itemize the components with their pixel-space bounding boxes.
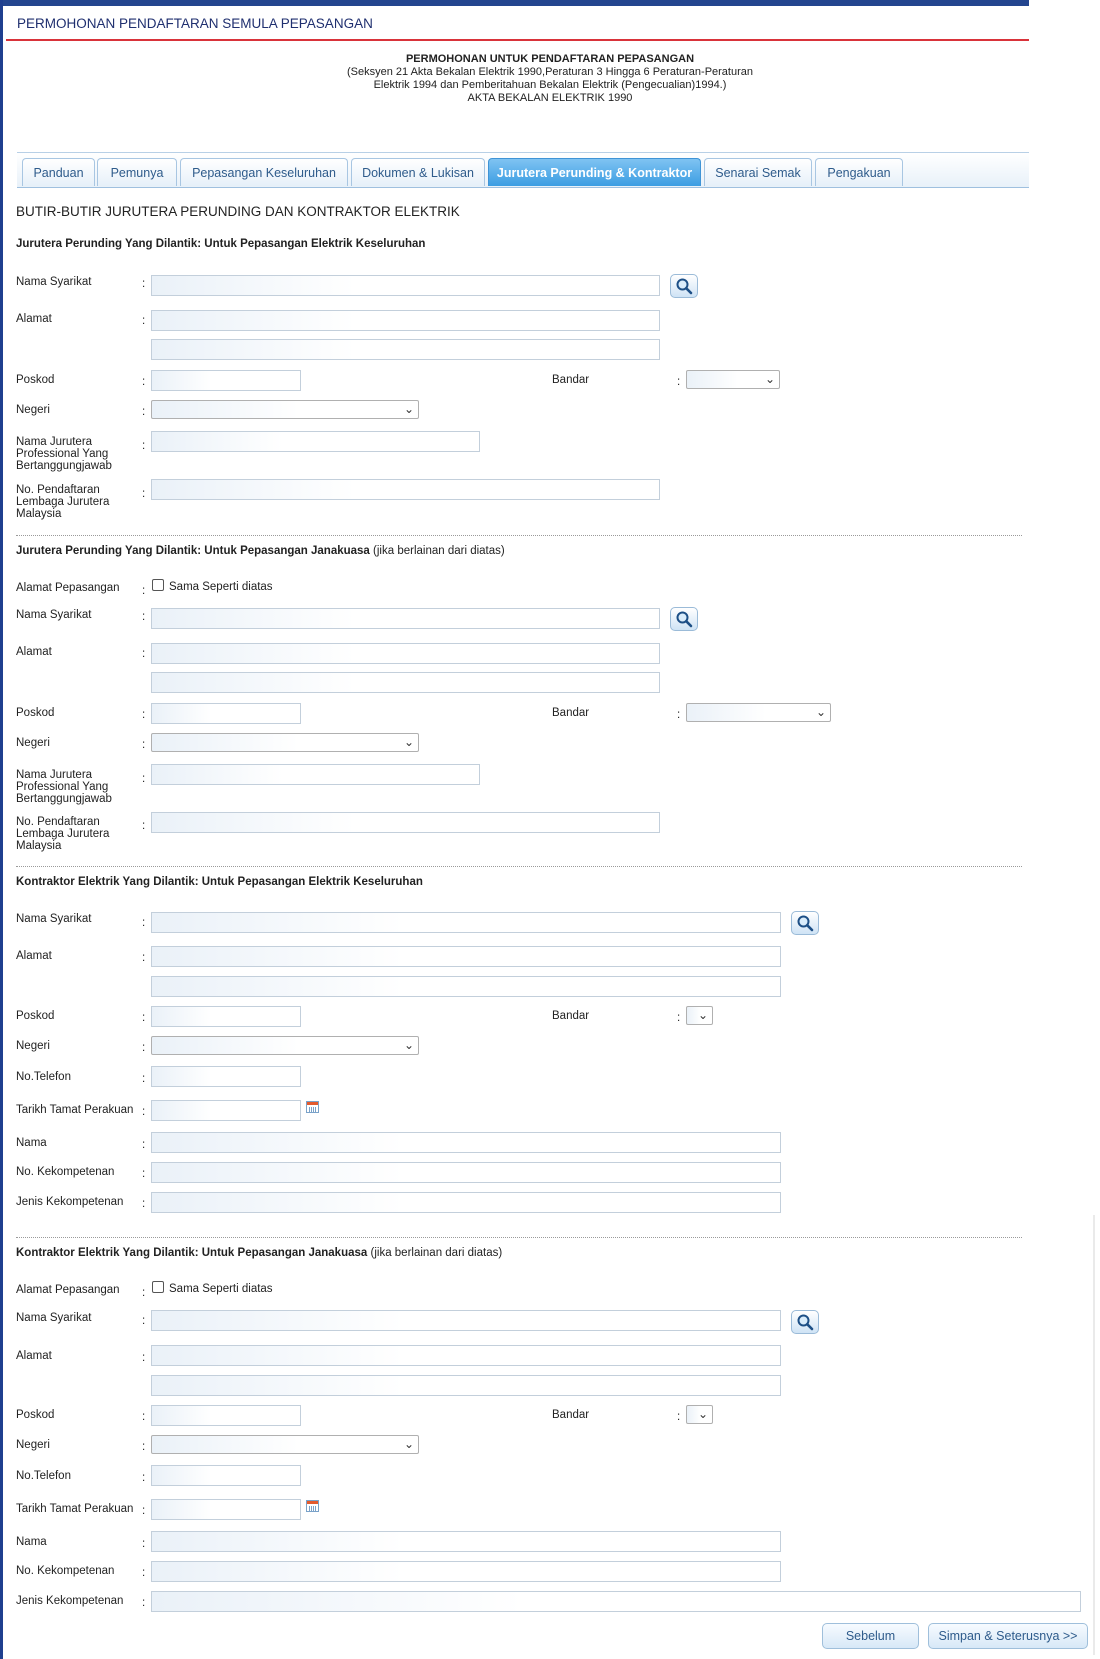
previous-button[interactable]: Sebelum	[822, 1623, 919, 1649]
tarikh-tamat-input[interactable]	[151, 1499, 301, 1520]
tab-bar	[17, 152, 1029, 188]
bandar-select[interactable]	[686, 703, 831, 722]
calendar-icon-grid	[309, 1506, 316, 1511]
label-line: Malaysia	[16, 840, 62, 852]
poskod-input[interactable]	[151, 370, 301, 391]
alamat-line1-input[interactable]	[151, 946, 781, 967]
label-line: No. Pendaftaran	[16, 484, 100, 496]
chevron-down-icon: ⌄	[403, 1437, 414, 1451]
section-title-3-text: Kontraktor Elektrik Yang Dilantik: Untuk Pepasangan Elektrik Keseluruhan	[16, 876, 423, 888]
magnifier-icon	[675, 277, 693, 295]
same-as-above-checkbox[interactable]	[152, 579, 164, 591]
colon: :	[142, 1315, 146, 1327]
label-line: Lembaga Jurutera	[16, 496, 110, 508]
label-no-kekompetenan: No. Kekompetenan	[16, 1565, 115, 1577]
label-line: Professional Yang	[16, 448, 109, 460]
colon: :	[142, 585, 146, 597]
colon: :	[677, 709, 681, 721]
section-title-3	[16, 876, 423, 888]
no-pendaftaran-input[interactable]	[151, 479, 660, 500]
tab-pengakuan[interactable]: Pengakuan	[815, 158, 903, 186]
alamat-line2-input[interactable]	[151, 976, 781, 997]
label-line: Malaysia	[16, 508, 62, 520]
nama-jurutera-input[interactable]	[151, 431, 480, 452]
colon: :	[142, 1505, 146, 1517]
negeri-select[interactable]	[151, 400, 419, 419]
bandar-select[interactable]	[686, 370, 780, 389]
colon: :	[142, 488, 146, 500]
label-negeri: Negeri	[16, 404, 50, 416]
label-nama-syarikat: Nama Syarikat	[16, 1312, 92, 1324]
label-line: Bertanggungjawab	[16, 460, 112, 472]
label-bandar: Bandar	[552, 1409, 590, 1421]
colon: :	[142, 1538, 146, 1550]
label-alamat: Alamat	[16, 313, 52, 325]
same-as-above-label: Sama Seperti diatas	[169, 1283, 273, 1295]
colon: :	[142, 1042, 146, 1054]
label-line: Professional Yang	[16, 781, 109, 793]
colon: :	[142, 1411, 146, 1423]
nama-syarikat-input[interactable]	[151, 912, 781, 933]
top-bar	[0, 0, 1029, 6]
nama-syarikat-input[interactable]	[151, 275, 660, 296]
no-kekompetenan-input[interactable]	[151, 1561, 781, 1582]
colon: :	[142, 1441, 146, 1453]
magnifier-icon	[796, 1313, 814, 1331]
label-poskod: Poskod	[16, 707, 55, 719]
colon: :	[142, 648, 146, 660]
section-title-4-text: Kontraktor Elektrik Yang Dilantik: Untuk Pepasangan Janakuasa	[16, 1247, 368, 1259]
label-alamat: Alamat	[16, 646, 52, 658]
alamat-line2-input[interactable]	[151, 1375, 781, 1396]
section-title-2	[16, 545, 505, 557]
colon: :	[142, 820, 146, 832]
colon: :	[142, 1287, 146, 1299]
bandar-select[interactable]	[686, 1405, 713, 1424]
colon: :	[142, 440, 146, 452]
label-nama-jurutera	[16, 769, 112, 805]
chevron-down-icon: ⌄	[764, 372, 775, 386]
left-border	[0, 0, 3, 1659]
jenis-kekompetenan-input[interactable]	[151, 1591, 1081, 1612]
label-negeri: Negeri	[16, 737, 50, 749]
section-divider	[16, 535, 1022, 536]
label-no-pendaftaran	[16, 816, 109, 852]
calendar-icon-header	[307, 1102, 318, 1105]
form-subtitle-line3: Elektrik 1994 dan Pemberitahuan Bekalan Elektrik (Pengecualian)1994.)	[373, 79, 727, 91]
scroll-edge	[1093, 1215, 1095, 1655]
calendar-icon-header	[307, 1501, 318, 1504]
chevron-down-icon: ⌄	[815, 705, 826, 719]
colon: :	[677, 1411, 681, 1423]
label-no-kekompetenan: No. Kekompetenan	[16, 1166, 115, 1178]
label-no-telefon: No.Telefon	[16, 1071, 71, 1083]
label-line: Nama Jurutera	[16, 436, 93, 448]
colon: :	[142, 1012, 146, 1024]
label-nama-syarikat: Nama Syarikat	[16, 913, 92, 925]
label-alamat-pepasangan: Alamat Pepasangan	[16, 1284, 120, 1296]
no-telefon-input[interactable]	[151, 1465, 301, 1486]
header-divider	[6, 39, 1029, 41]
label-line: Nama Jurutera	[16, 769, 93, 781]
alamat-line2-input[interactable]	[151, 339, 660, 360]
calendar-icon-grid	[309, 1107, 316, 1112]
colon: :	[142, 406, 146, 418]
section-note: (jika berlainan dari diatas)	[370, 1247, 503, 1259]
label-nama-syarikat: Nama Syarikat	[16, 276, 92, 288]
colon: :	[142, 1472, 146, 1484]
page-header-title: PERMOHONAN PENDAFTARAN SEMULA PEPASANGAN	[17, 16, 373, 31]
nama-input[interactable]	[151, 1132, 781, 1153]
colon: :	[142, 773, 146, 785]
colon: :	[142, 611, 146, 623]
label-bandar: Bandar	[552, 707, 590, 719]
label-no-pendaftaran	[16, 484, 109, 520]
no-kekompetenan-input[interactable]	[151, 1162, 781, 1183]
label-nama-syarikat: Nama Syarikat	[16, 609, 92, 621]
tab-panduan[interactable]: Panduan	[22, 158, 95, 186]
label-no-telefon: No.Telefon	[16, 1470, 71, 1482]
alamat-line1-input[interactable]	[151, 643, 660, 664]
label-poskod: Poskod	[16, 374, 55, 386]
section-divider	[16, 1237, 1022, 1238]
label-negeri: Negeri	[16, 1439, 50, 1451]
negeri-select[interactable]	[151, 1435, 419, 1454]
label-bandar: Bandar	[552, 374, 590, 386]
chevron-down-icon: ⌄	[403, 402, 414, 416]
label-tarikh-tamat: Tarikh Tamat Perakuan	[16, 1104, 134, 1116]
colon: :	[677, 376, 681, 388]
colon: :	[142, 376, 146, 388]
negeri-select[interactable]	[151, 1036, 419, 1055]
tarikh-tamat-input[interactable]	[151, 1100, 301, 1121]
colon: :	[142, 1106, 146, 1118]
label-bandar: Bandar	[552, 1010, 590, 1022]
colon: :	[142, 739, 146, 751]
section-note: (jika berlainan dari diatas)	[373, 545, 505, 557]
label-line: Lembaga Jurutera	[16, 828, 110, 840]
section-title-2-text: Jurutera Perunding Yang Dilantik: Untuk Pepasangan Janakuasa	[16, 545, 370, 557]
label-poskod: Poskod	[16, 1409, 55, 1421]
colon: :	[142, 1567, 146, 1579]
chevron-down-icon: ⌄	[697, 1407, 708, 1421]
colon: :	[677, 1012, 681, 1024]
section-title-4	[16, 1247, 502, 1259]
label-nama: Nama	[16, 1536, 47, 1548]
colon: :	[142, 917, 146, 929]
label-jenis-kekompetenan: Jenis Kekompetenan	[16, 1196, 124, 1208]
no-pendaftaran-input[interactable]	[151, 812, 660, 833]
magnifier-icon	[796, 914, 814, 932]
colon: :	[142, 952, 146, 964]
same-as-above-label: Sama Seperti diatas	[169, 581, 273, 593]
form-subtitle-line2: (Seksyen 21 Akta Bekalan Elektrik 1990,Peraturan 3 Hingga 6 Peraturan-Peraturan	[346, 66, 754, 78]
label-nama-jurutera	[16, 436, 112, 472]
label-alamat-pepasangan: Alamat Pepasangan	[16, 582, 120, 594]
label-line: Bertanggungjawab	[16, 793, 112, 805]
chevron-down-icon: ⌄	[697, 1008, 708, 1022]
poskod-input[interactable]	[151, 1405, 301, 1426]
label-negeri: Negeri	[16, 1040, 50, 1052]
page-title: BUTIR-BUTIR JURUTERA PERUNDING DAN KONTRAKTOR ELEKTRIK	[16, 204, 460, 219]
colon: :	[142, 1597, 146, 1609]
label-poskod: Poskod	[16, 1010, 55, 1022]
label-alamat: Alamat	[16, 950, 52, 962]
form-title: PERMOHONAN UNTUK PENDAFTARAN PEPASANGAN	[405, 53, 695, 65]
bandar-select[interactable]	[686, 1006, 713, 1025]
calendar-icon[interactable]	[306, 1101, 319, 1113]
search-company-button[interactable]	[670, 274, 698, 298]
magnifier-icon	[675, 610, 693, 628]
search-company-button[interactable]	[791, 911, 819, 935]
colon: :	[142, 709, 146, 721]
section-divider	[16, 866, 1022, 867]
label-alamat: Alamat	[16, 1350, 52, 1362]
poskod-input[interactable]	[151, 703, 301, 724]
colon: :	[142, 1168, 146, 1180]
form-subtitle-line4: AKTA BEKALAN ELEKTRIK 1990	[467, 92, 633, 104]
alamat-line1-input[interactable]	[151, 310, 660, 331]
nama-jurutera-input[interactable]	[151, 764, 480, 785]
save-next-button[interactable]: Simpan & Seterusnya >>	[928, 1623, 1088, 1649]
label-nama: Nama	[16, 1137, 47, 1149]
jenis-kekompetenan-input[interactable]	[151, 1192, 781, 1213]
negeri-select[interactable]	[151, 733, 419, 752]
colon: :	[142, 1073, 146, 1085]
colon: :	[142, 1352, 146, 1364]
label-line: No. Pendaftaran	[16, 816, 100, 828]
section-title-1	[16, 238, 425, 250]
label-tarikh-tamat: Tarikh Tamat Perakuan	[16, 1503, 134, 1515]
no-telefon-input[interactable]	[151, 1066, 301, 1087]
alamat-line2-input[interactable]	[151, 672, 660, 693]
search-company-button[interactable]	[791, 1310, 819, 1334]
calendar-icon[interactable]	[306, 1500, 319, 1512]
poskod-input[interactable]	[151, 1006, 301, 1027]
nama-syarikat-input[interactable]	[151, 608, 660, 629]
tab-pepasangan-keseluruhan[interactable]: Pepasangan Keseluruhan	[180, 158, 348, 186]
alamat-line1-input[interactable]	[151, 1345, 781, 1366]
colon: :	[142, 315, 146, 327]
colon: :	[142, 278, 146, 290]
section-title-1-text: Jurutera Perunding Yang Dilantik: Untuk Pepasangan Elektrik Keseluruhan	[16, 238, 426, 250]
tab-senarai-semak[interactable]: Senarai Semak	[704, 158, 812, 186]
search-company-button[interactable]	[670, 607, 698, 631]
colon: :	[142, 1198, 146, 1210]
tab-dokumen-lukisan[interactable]: Dokumen & Lukisan	[351, 158, 485, 186]
tab-pemunya[interactable]: Pemunya	[97, 158, 177, 186]
nama-input[interactable]	[151, 1531, 781, 1552]
nama-syarikat-input[interactable]	[151, 1310, 781, 1331]
chevron-down-icon: ⌄	[403, 735, 414, 749]
colon: :	[142, 1139, 146, 1151]
tab-jurutera-kontraktor[interactable]: Jurutera Perunding & Kontraktor	[488, 158, 701, 186]
chevron-down-icon: ⌄	[403, 1038, 414, 1052]
same-as-above-checkbox[interactable]	[152, 1281, 164, 1293]
label-jenis-kekompetenan: Jenis Kekompetenan	[16, 1595, 124, 1607]
